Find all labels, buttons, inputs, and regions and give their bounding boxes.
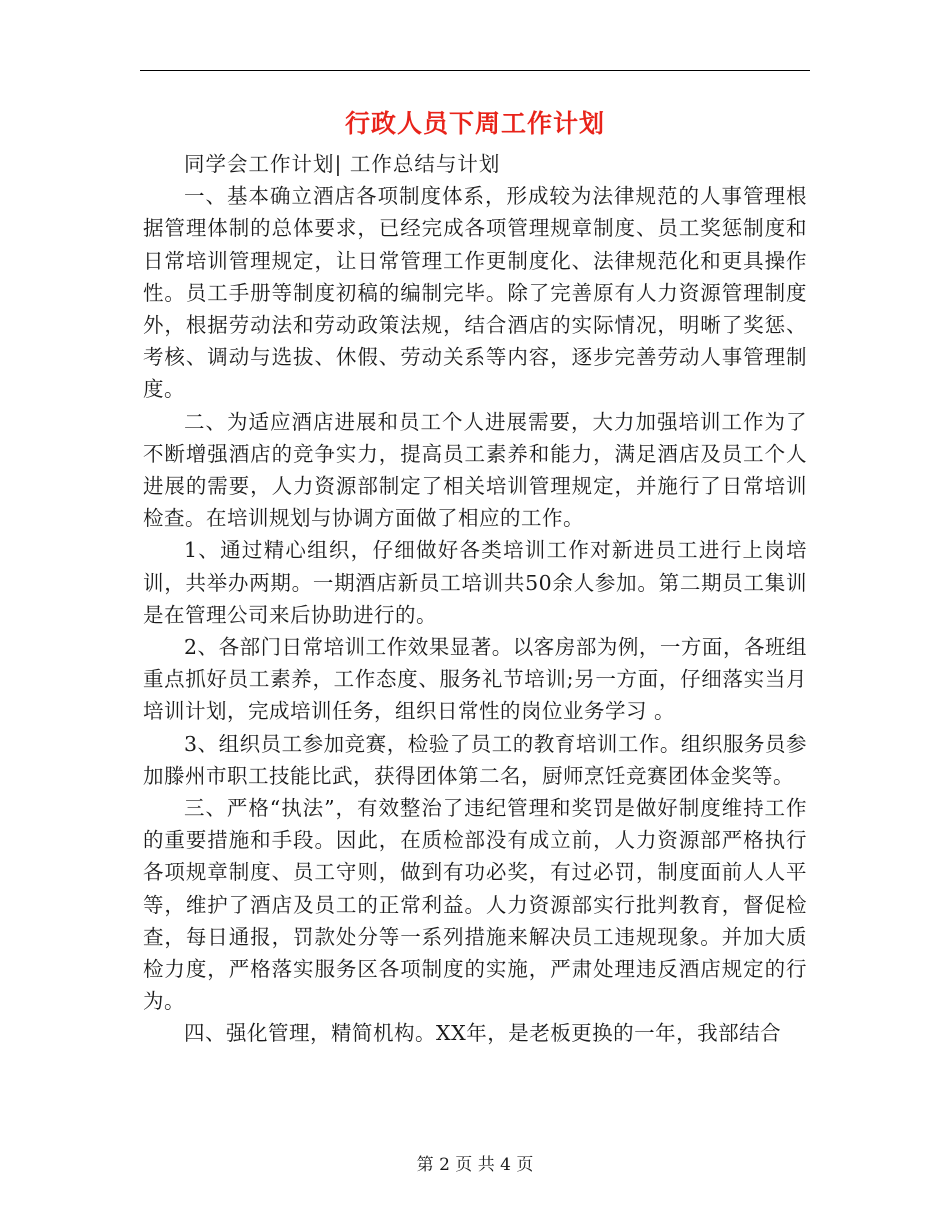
paragraph-3: 1、通过精心组织，仔细做好各类培训工作对新进员工进行上岗培训，共举办两期。一期酒店新员工培训共50余人参加。第二期员工集训是在管理公司来后协助进行的。	[143, 538, 807, 627]
paragraph-5: 3、组织员工参加竞赛，检验了员工的教育培训工作。组织服务员参加滕州市职工技能比武，获得团体第二名，厨师烹饪竞赛团体金奖等。	[143, 731, 807, 788]
page-number-label: 第 2 页 共 4 页	[416, 1155, 534, 1175]
document-title: 行政人员下周工作计划	[344, 109, 605, 138]
header-rule	[140, 70, 810, 71]
page-number-footer	[0, 1153, 950, 1177]
paragraph-7: 四、强化管理，精简机构。XX年，是老板更换的一年，我部结合	[184, 1021, 782, 1046]
paragraph-6: 三、严格“执法”，有效整治了违纪管理和奖罚是做好制度维持工作的重要措施和手段。因此，在质检部没有成立前，人力资源部严格执行各项规章制度、员工守则，做到有功必奖，有过必罚，制度面前人人平等，维护了酒店及员工的正常利益。人力资源部实行批判教育，督促检查，每日通报，罚款处分等一系列措施来解决员工违规现象。并加大质检力度，严格落实服务区各项制度的实施，严肃处理违反酒店规定的行为。	[143, 796, 807, 1014]
document-body	[143, 148, 807, 1050]
document-subtitle: 同学会工作计划| 工作总结与计划	[184, 152, 501, 176]
paragraph-1: 一、基本确立酒店各项制度体系，形成较为法律规范的人事管理根据管理体制的总体要求，已经完成各项管理规章制度、员工奖惩制度和日常培训管理规定，让日常管理工作更制度化、法律规范化和更具操作性。员工手册等制度初稿的编制完毕。除了完善原有人力资源管理制度外，根据劳动法和劳动政策法规，结合酒店的实际情况，明晰了奖惩、考核、调动与选拔、休假、劳动关系等内容，逐步完善劳动人事管理制度。	[143, 184, 807, 402]
paragraph-2: 二、为适应酒店进展和员工个人进展需要，大力加强培训工作为了不断增强酒店的竞争实力，提高员工素养和能力，满足酒店及员工个人进展的需要，人力资源部制定了相关培训管理规定，并施行了日常培训检查。在培训规划与协调方面做了相应的工作。	[143, 409, 807, 531]
paragraph-4: 2、各部门日常培训工作效果显著。以客房部为例，一方面，各班组重点抓好员工素养，工作态度、服务礼节培训;另一方面，仔细落实当月培训计划，完成培训任务，组织日常性的岗位业务学习 。	[143, 635, 807, 724]
